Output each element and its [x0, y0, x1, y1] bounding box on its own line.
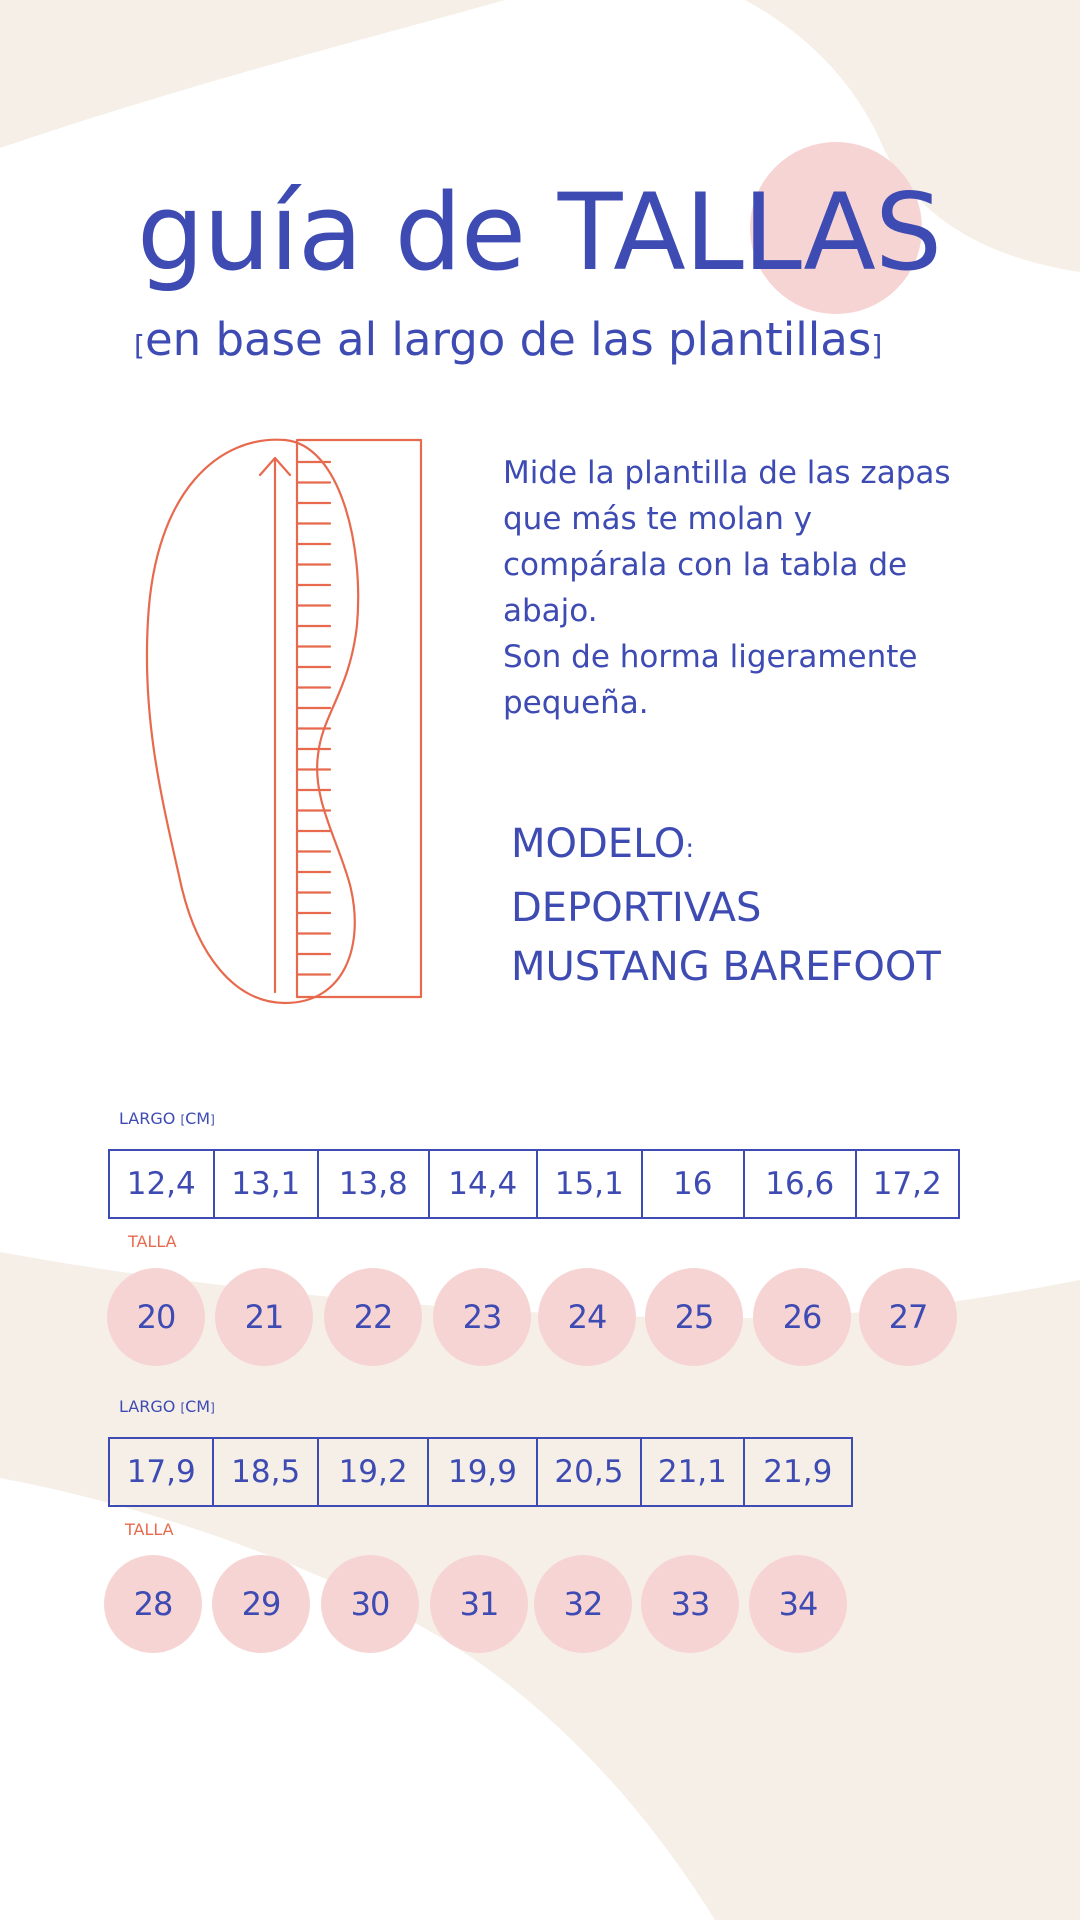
table1-largo-text: LARGO: [119, 1109, 176, 1128]
model-colon: :: [685, 834, 695, 864]
table1-length-cell: 13,8: [319, 1151, 429, 1217]
page-subtitle: [134, 312, 882, 374]
table2-size-circle: 31: [430, 1555, 528, 1653]
table1-length-cell: 16: [643, 1151, 746, 1217]
table2-length-cell: 21,1: [642, 1439, 744, 1505]
table2-size-circle: 33: [641, 1555, 739, 1653]
ruler-ticks: [297, 462, 330, 975]
table2-length-cell: 19,9: [429, 1439, 537, 1505]
background-shape-top-left: [0, 0, 505, 148]
table2-size-circle: 28: [104, 1555, 202, 1653]
table1-size-circle: 21: [215, 1268, 313, 1366]
table1-length-cell: 12,4: [110, 1151, 215, 1217]
subtitle-bracket-close: ]: [871, 329, 883, 362]
instructions-line-1: Mide la plantilla de las zapas que más te molan y compárala con la tabla de abajo.: [503, 455, 951, 629]
subtitle-text: en base al largo de las plantillas: [144, 313, 872, 366]
table2-length-cell: 18,5: [214, 1439, 318, 1505]
model-name: MUSTANG BAREFOOT: [511, 944, 941, 990]
table2-size-circle: 29: [212, 1555, 310, 1653]
table2-talla-label: TALLA: [125, 1520, 174, 1539]
insole-ruler-icon: [140, 430, 440, 1010]
table1-size-circle: 22: [324, 1268, 422, 1366]
model-label-line: [511, 815, 941, 879]
subtitle-bracket-open: [: [134, 329, 145, 362]
model-block: [511, 815, 941, 997]
table1-length-cell: 15,1: [538, 1151, 643, 1217]
table1-talla-label: TALLA: [128, 1232, 177, 1251]
table2-length-cell: 20,5: [538, 1439, 642, 1505]
table1-length-cell: 16,6: [745, 1151, 856, 1217]
table1-unit-open: [: [180, 1113, 186, 1127]
table2-lengths: [108, 1437, 853, 1507]
table1-unit-close: ]: [210, 1113, 215, 1127]
table1-length-cell: 13,1: [215, 1151, 320, 1217]
table1-lengths: [108, 1149, 960, 1219]
table2-unit-close: ]: [210, 1401, 215, 1415]
model-label: MODELO: [511, 821, 686, 867]
table2-unit: CM: [185, 1397, 211, 1416]
table1-size-circle: 27: [859, 1268, 957, 1366]
table1-size-circle: 24: [538, 1268, 636, 1366]
page-title: guía de TALLAS: [137, 171, 942, 294]
table2-size-circle: 34: [749, 1555, 847, 1653]
table1-size-circle: 26: [753, 1268, 851, 1366]
table2-largo-label: [119, 1397, 215, 1416]
table2-size-circle: 32: [534, 1555, 632, 1653]
table2-length-cell: 17,9: [110, 1439, 214, 1505]
table2-unit-open: [: [180, 1401, 186, 1415]
table2-length-cell: 21,9: [763, 1454, 833, 1490]
table1-unit: CM: [185, 1109, 211, 1128]
instructions-line-2: Son de horma ligeramente pequeña.: [503, 639, 918, 721]
instructions: [503, 450, 973, 726]
model-type: DEPORTIVAS: [511, 885, 762, 931]
table1-largo-label: [119, 1109, 215, 1128]
table2-largo-text: LARGO: [119, 1397, 176, 1416]
table1-size-circle: 20: [107, 1268, 205, 1366]
table1-length-cell: 17,2: [872, 1166, 942, 1202]
table1-length-cell: 14,4: [430, 1151, 538, 1217]
table2-length-cell: 19,2: [319, 1439, 429, 1505]
table2-size-circle: 30: [321, 1555, 419, 1653]
table1-size-circle: 23: [433, 1268, 531, 1366]
table1-size-circle: 25: [645, 1268, 743, 1366]
